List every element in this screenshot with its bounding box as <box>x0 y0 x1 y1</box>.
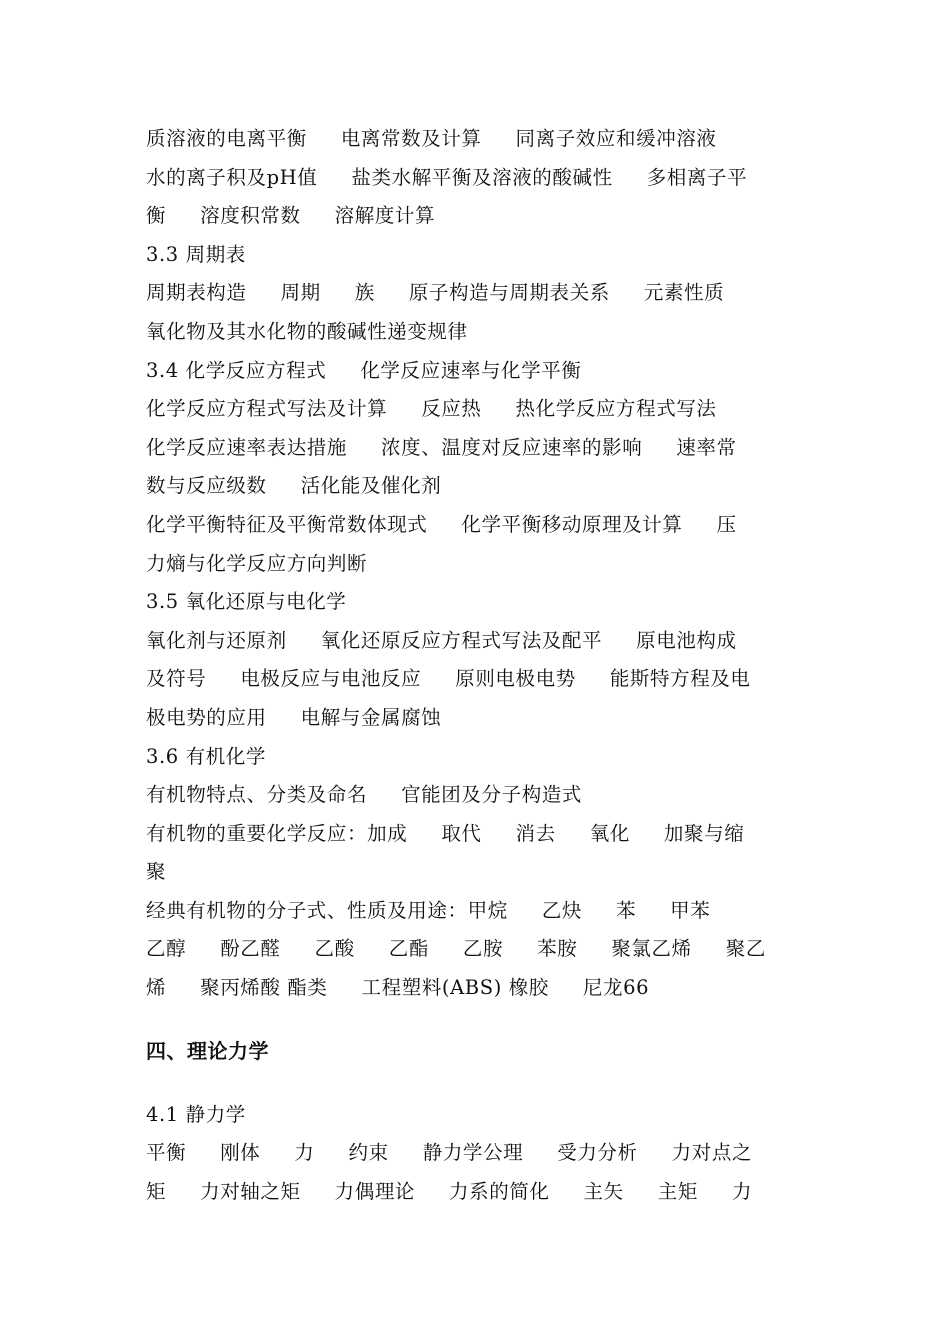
text-line: 及符号 电极反应与电池反应 原则电极电势 能斯特方程及电 <box>146 667 751 691</box>
text-line: 平衡 刚体 力 约束 静力学公理 受力分析 力对点之 <box>146 1141 753 1165</box>
text-line: 化学反应方程式写法及计算 反应热 热化学反应方程式写法 <box>146 397 717 421</box>
text-line: 水的离子积及pH值 盐类水解平衡及溶液的酸碱性 多相离子平 <box>146 165 748 189</box>
text-line: 力熵与化学反应方向判断 <box>146 551 368 575</box>
text-line: 周期表构造 周期 族 原子构造与周期表关系 元素性质 <box>146 281 725 305</box>
text-line: 化学平衡特征及平衡常数体现式 化学平衡移动原理及计算 压 <box>146 512 737 536</box>
text-line: 极电势的应用 电解与金属腐蚀 <box>146 705 442 729</box>
text-line: 有机物特点、分类及命名 官能团及分子构造式 <box>146 783 583 807</box>
text-line: 衡 溶度积常数 溶解度计算 <box>146 204 436 228</box>
text-line: 数与反应级数 活化能及催化剂 <box>146 474 442 498</box>
mechanics-section-text <box>146 1096 806 1212</box>
text-line: 4.1 静力学 <box>146 1102 246 1126</box>
text-line: 化学反应速率表达措施 浓度、温度对反应速率的影响 速率常 <box>146 435 737 459</box>
section-heading: 四、理论力学 <box>146 1038 269 1063</box>
text-line: 3.3 周期表 <box>146 242 246 266</box>
text-line: 3.5 氧化还原与电化学 <box>146 590 347 614</box>
text-line: 矩 力对轴之矩 力偶理论 力系的简化 主矢 主矩 力 <box>146 1179 753 1203</box>
text-line: 经典有机物的分子式、性质及用途：甲烷 乙炔 苯 甲苯 <box>146 898 711 922</box>
chemistry-section-text <box>146 120 806 1008</box>
text-line: 质溶液的电离平衡 电离常数及计算 同离子效应和缓冲溶液 <box>146 127 717 150</box>
text-line: 乙醇 酚乙醛 乙酸 乙酯 乙胺 苯胺 聚氯乙烯 聚乙 <box>146 937 766 961</box>
text-line: 3.4 化学反应方程式 化学反应速率与化学平衡 <box>146 358 582 382</box>
document-body <box>146 120 806 1211</box>
text-line: 烯 聚丙烯酸 酯类 工程塑料(ABS) 橡胶 尼龙66 <box>146 976 650 1000</box>
text-line: 有机物的重要化学反应：加成 取代 消去 氧化 加聚与缩 <box>146 821 745 845</box>
text-line: 氧化剂与还原剂 氧化还原反应方程式写法及配平 原电池构成 <box>146 628 737 652</box>
text-line: 聚 <box>146 860 167 884</box>
text-line: 氧化物及其水化物的酸碱性递变规律 <box>146 319 468 343</box>
text-line: 3.6 有机化学 <box>146 744 267 768</box>
